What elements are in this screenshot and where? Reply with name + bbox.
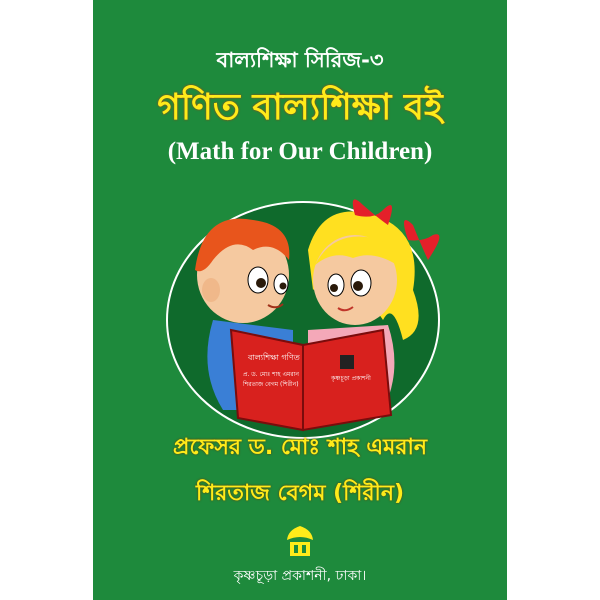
book-inner-publisher: কৃষ্ণচূড়া প্রকাশনী (331, 375, 371, 382)
red-book (231, 330, 391, 430)
series-label: বাল্যশিক্ষা সিরিজ-৩ (216, 48, 384, 72)
book-inner-author1: প্র. ড. মোঃ শাহ এমরান (243, 371, 300, 378)
publisher-name: কৃষ্ণচূড়া প্রকাশনী, ঢাকা। (233, 568, 367, 584)
book-subtitle: (Math for Our Children) (167, 138, 433, 165)
book-inner-author2: শিরতাজ বেগম (শিরীন) (243, 381, 299, 388)
book-inner-title: বাল্যশিক্ষা গণিত (248, 353, 300, 362)
book-cover (93, 0, 507, 600)
children-reading-illustration (93, 180, 507, 440)
book-title: গণিত বাল্যশিক্ষা বই (157, 87, 443, 128)
author-2: শিরতাজ বেগম (শিরীন) (195, 481, 405, 506)
publisher-logo-icon (285, 524, 315, 558)
author-1: প্রফেসর ড. মোঃ শাহ এমরান (173, 435, 427, 460)
book-inner-logo (340, 355, 354, 369)
